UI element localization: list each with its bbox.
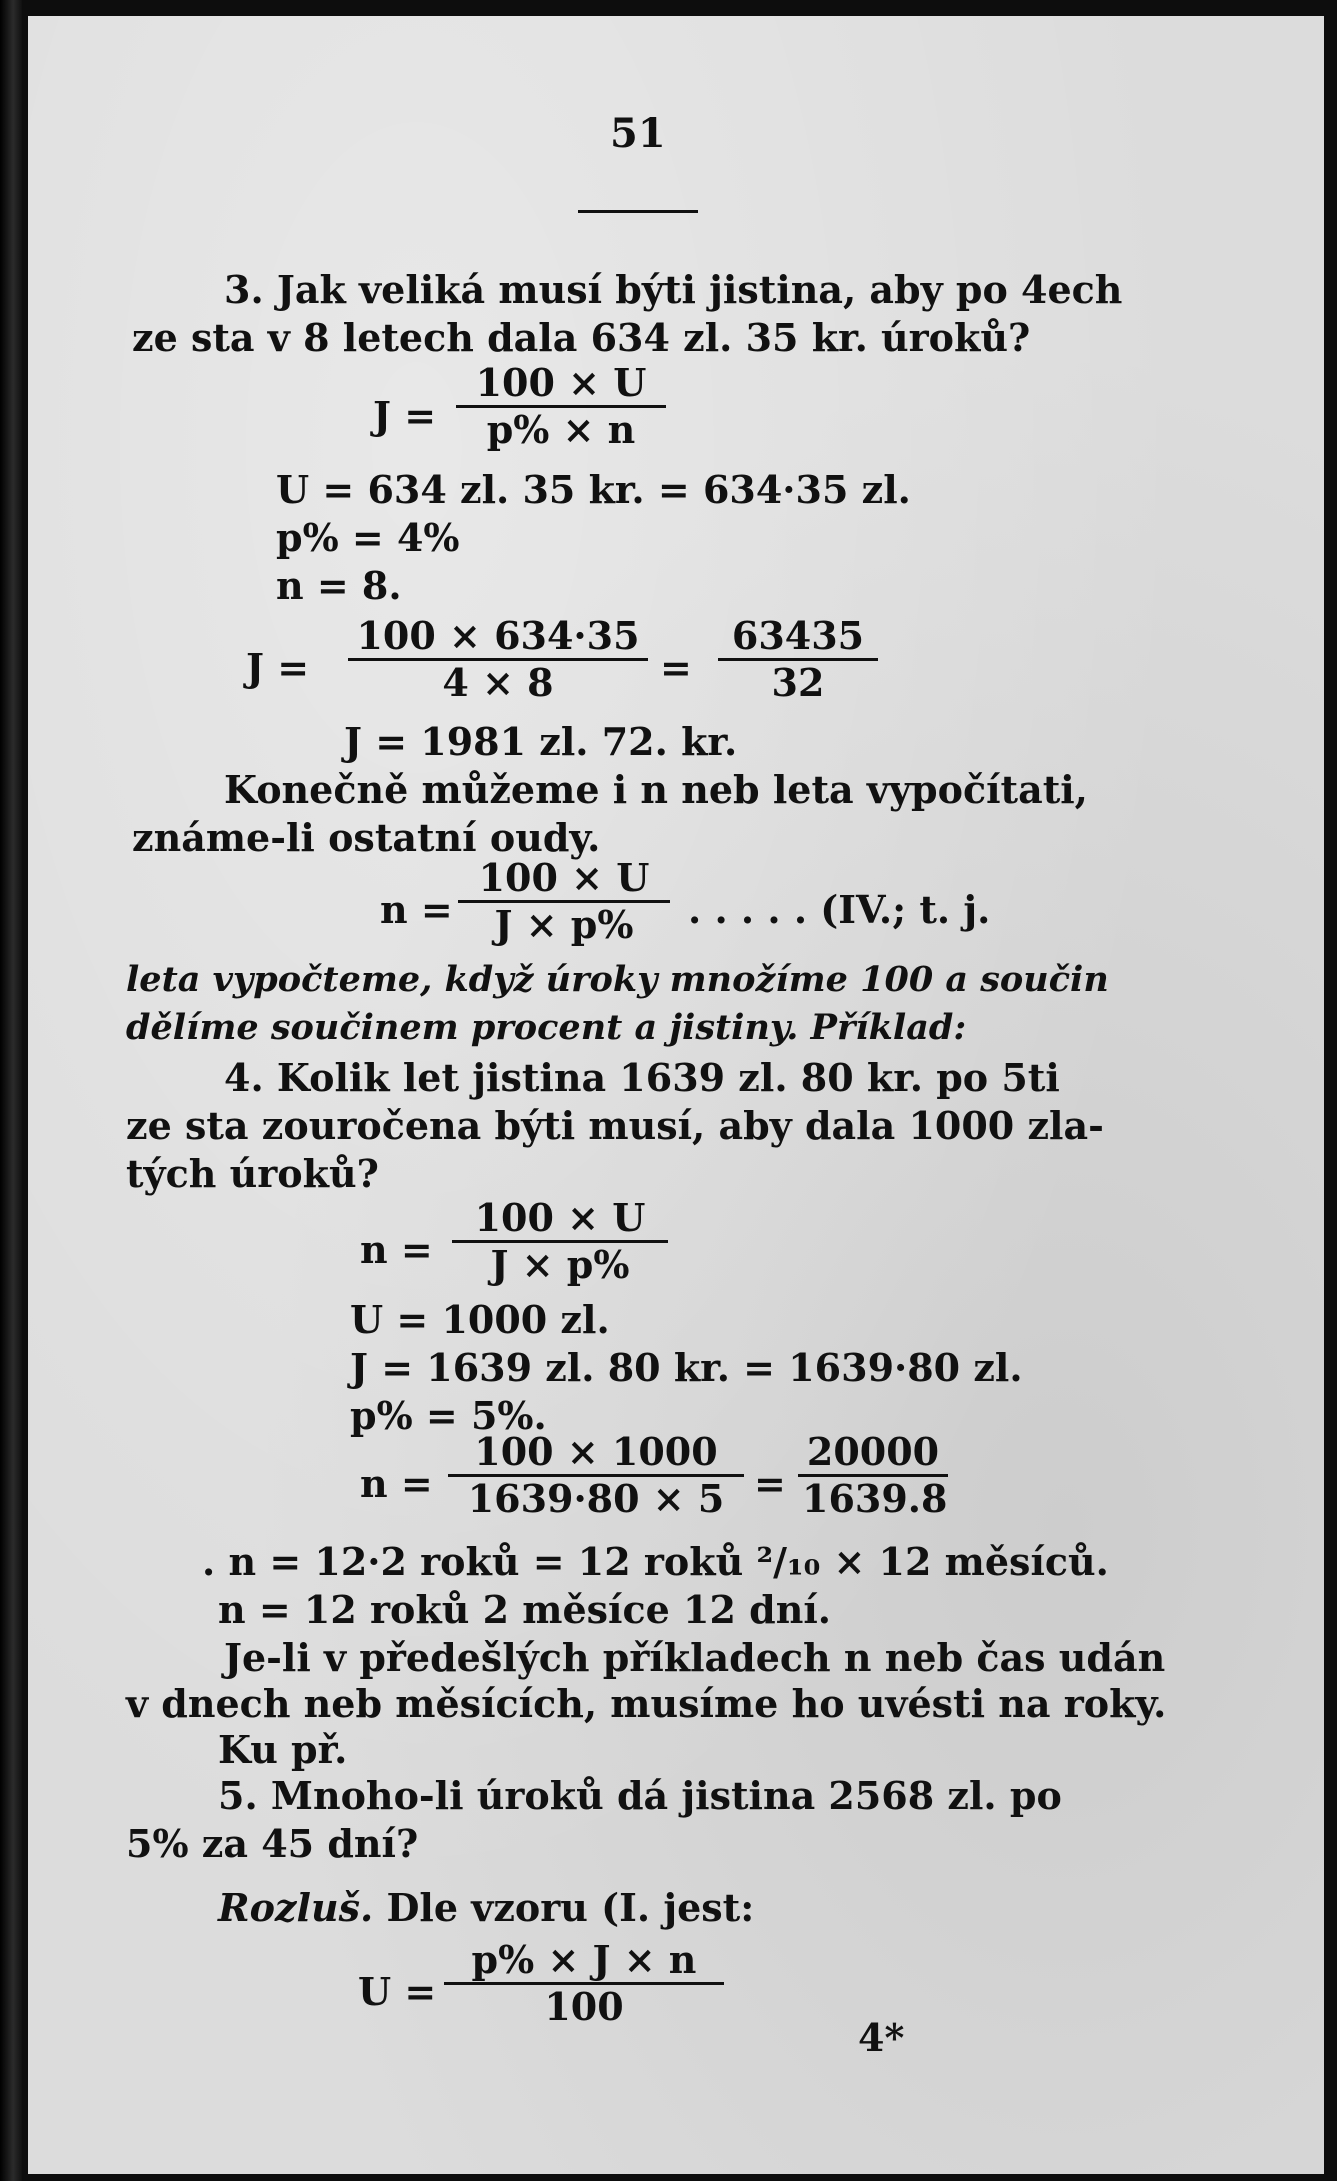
ex3-n-line: n = 8. — [276, 563, 402, 608]
page-number: 51 — [610, 110, 666, 157]
example-label: Příklad: — [810, 1007, 967, 1048]
solution-text: Dle vzoru (I. jest: — [386, 1885, 755, 1930]
ex3-line2: ze sta v 8 letech dala 634 zl. 35 kr. úroků? — [132, 315, 1031, 360]
text2-line2: v dnech neb měsících, musíme ho uvésti na roky. — [126, 1681, 1167, 1726]
ex3-u-line: U = 634 zl. 35 kr. = 634·35 zl. — [276, 467, 911, 512]
ex4-result2: n = 12 roků 2 měsíce 12 dní. — [218, 1587, 831, 1632]
ex5-formula-lhs: U = — [358, 1969, 437, 2014]
ex3-formula2-fraction — [348, 614, 648, 705]
ex3-formula2-lhs: J = — [246, 645, 310, 690]
ex3-result: J = 1981 zl. 72. kr. — [344, 719, 738, 764]
text1-italic-line1: leta vypočteme, když úroky množíme 100 a součin — [126, 959, 1109, 1000]
ex5-line1: 5. Mnoho-li úroků dá jistina 2568 zl. po — [218, 1773, 1062, 1818]
book-page — [28, 16, 1324, 2174]
page-number-rule — [578, 210, 698, 213]
ex3-line1: 3. Jak veliká musí býti jistina, aby po 4ech — [224, 267, 1123, 312]
ex3-formula2-numerator2: 63435 — [731, 613, 865, 658]
ex3-formula1-numerator: 100 × U — [475, 360, 647, 405]
ex5-formula-numerator: p% × J × n — [471, 1937, 697, 1982]
ex4-formula2-denominator2: 1639.8 — [802, 1476, 948, 1521]
ex4-formula1-fraction — [452, 1196, 668, 1287]
ex4-j-line: J = 1639 zl. 80 kr. = 1639·80 zl. — [350, 1345, 1023, 1390]
ex4-line3: tých úroků? — [126, 1151, 379, 1196]
ex4-formula2-numerator2: 20000 — [806, 1429, 940, 1474]
ex5-line2: 5% za 45 dní? — [126, 1821, 419, 1866]
ex3-formula1-lhs: J = — [373, 393, 437, 438]
ex5-solution-line — [218, 1886, 754, 1930]
ex4-formula1-lhs: n = — [360, 1227, 433, 1272]
ex4-formula2-numerator: 100 × 1000 — [474, 1429, 718, 1474]
ex4-line2: ze sta zouročena býti musí, aby dala 1000 zla- — [126, 1103, 1104, 1148]
text1-line1: Konečně můžeme i n neb leta vypočítati, — [224, 767, 1088, 812]
text1-line2: známe-li ostatní oudy. — [132, 815, 601, 860]
ex4-formula1-denominator: J × p% — [490, 1242, 630, 1287]
ex3-formula2-denominator2: 32 — [771, 660, 825, 705]
text1-italic-line2 — [126, 1006, 966, 1050]
text1-formula-denominator: J × p% — [494, 902, 634, 947]
solution-label: Rozluš. — [218, 1885, 374, 1930]
ex3-formula1-denominator: p% × n — [486, 407, 636, 452]
ex4-formula2-equals: = — [754, 1461, 786, 1506]
ex4-result1: . n = 12·2 roků = 12 roků ²/₁₀ × 12 měsíců. — [202, 1539, 1109, 1584]
ex4-formula1-numerator: 100 × U — [474, 1195, 646, 1240]
text2-line1: Je-li v předešlých příkladech n neb čas udán — [224, 1635, 1166, 1680]
ex3-formula2-denominator: 4 × 8 — [442, 660, 554, 705]
ex4-formula2-denominator: 1639·80 × 5 — [467, 1476, 725, 1521]
text1-italic-line2-a: dělíme součinem procent a jistiny. — [126, 1007, 799, 1048]
text1-formula-fraction — [458, 856, 670, 947]
ex5-formula-fraction — [444, 1938, 724, 2029]
ex3-formula2-equals: = — [660, 645, 692, 690]
ex4-formula2-fraction — [448, 1430, 744, 1521]
ex4-formula2-fraction2 — [798, 1430, 948, 1521]
ex3-formula2-numerator: 100 × 634·35 — [356, 613, 640, 658]
ex4-line1: 4. Kolik let jistina 1639 zl. 80 kr. po 5ti — [224, 1055, 1060, 1100]
text1-formula-tail: . . . . . (IV.; t. j. — [688, 887, 991, 932]
ex3-formula1-fraction — [456, 361, 666, 452]
text1-formula-lhs: n = — [380, 887, 453, 932]
scan-edge — [0, 0, 22, 2181]
ex4-p-line: p% = 5%. — [350, 1393, 547, 1438]
ex3-formula2-fraction2 — [718, 614, 878, 705]
signature-mark: 4* — [858, 2015, 905, 2060]
text1-formula-numerator: 100 × U — [478, 855, 650, 900]
ex4-formula2-lhs: n = — [360, 1461, 433, 1506]
ex4-u-line: U = 1000 zl. — [350, 1297, 610, 1342]
ex3-p-line: p% = 4% — [276, 515, 460, 560]
ex5-formula-denominator: 100 — [544, 1984, 624, 2029]
text2-line3: Ku př. — [218, 1727, 348, 1772]
